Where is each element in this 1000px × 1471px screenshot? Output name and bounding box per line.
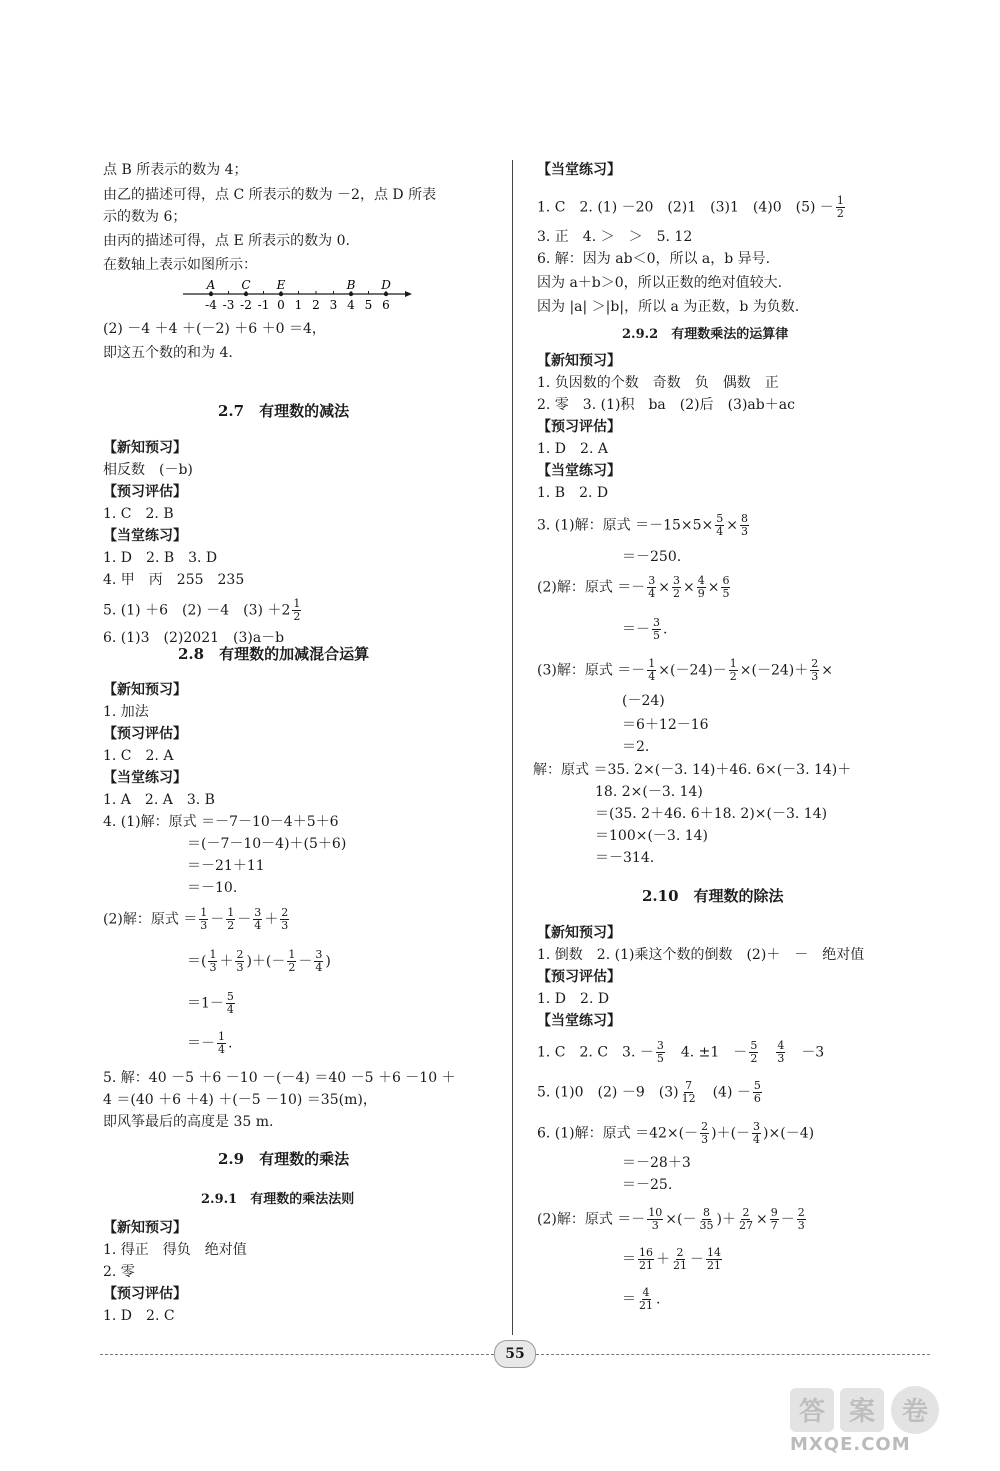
section-tag: 【当堂练习】	[537, 463, 621, 479]
axis-tick-label: 5	[364, 298, 373, 312]
fraction: $\frac{1}{2}$	[288, 948, 296, 974]
axis-tick-label: -1	[257, 298, 270, 312]
answer-line: 4. (1)解：原式 ＝－7－10－4＋5＋6	[103, 814, 339, 830]
answer-line: 1. 倒数 2. (1)乘这个数的倒数 (2)＋ － 绝对值	[537, 947, 865, 963]
answer-line: 1. A 2. A 3. B	[103, 792, 215, 808]
axis-point	[384, 292, 388, 296]
fraction: $\frac{2}{3}$	[797, 1206, 805, 1232]
section-tag: 【预习评估】	[103, 484, 187, 500]
fraction: $\frac{10}{3}$	[648, 1206, 663, 1232]
axis-tick-label: 6	[382, 298, 390, 312]
answer-line: ＝(－7－10－4)＋(5＋6)	[187, 836, 347, 852]
axis-numbers	[205, 298, 390, 312]
fraction: $\frac{4}{3}$	[777, 1039, 785, 1065]
watermark-text: MXQE.COM	[790, 1434, 911, 1455]
fraction: $\frac{2}{3}$	[281, 906, 289, 932]
section-tag: 【当堂练习】	[103, 528, 187, 544]
fraction: $\frac{8}{35}$	[699, 1206, 714, 1232]
answer-line: ＝6＋12－16	[622, 717, 709, 733]
answer-line: (－24)	[622, 693, 665, 709]
svg-text:卷: 卷	[901, 1397, 929, 1427]
fraction: $\frac{1}{2}$	[293, 597, 301, 623]
fraction: $\frac{4}{9}$	[697, 574, 705, 600]
axis-point-label: D	[381, 280, 391, 292]
answer-line: 1. C 2. A	[103, 748, 174, 764]
fraction: $\frac{5}{4}$	[226, 990, 234, 1016]
fraction: $\frac{2}{27}$	[738, 1206, 753, 1232]
answer-line: 4 ＝(40 ＋6 ＋4) ＋(－5 －10) ＝35(m)，	[103, 1092, 377, 1108]
answer-line: 因为 |a| ＞|b|，所以 a 为正数，b 为负数.	[537, 299, 800, 315]
answer-line: 1. D 2. A	[537, 441, 608, 457]
answer-line: 5. (1)0 (2) －9 (3) $\frac{7}{12}$ (4) － $\frac{5}{6}$	[537, 1079, 761, 1105]
answer-line: 18. 2×(－3. 14)	[595, 784, 703, 800]
section-title: 2.8 有理数的加减混合运算	[178, 645, 370, 663]
fraction: $\frac{1}{3}$	[209, 948, 217, 974]
fraction: $\frac{3}{2}$	[673, 574, 681, 600]
axis-point	[244, 292, 248, 296]
page-number: 55	[494, 1340, 536, 1368]
answer-line: 2. 零 3. (1)积 ba (2)后 (3)ab＋ac	[537, 397, 795, 413]
section-tag: 【新知预习】	[537, 353, 621, 369]
answer-line: 2. 零	[103, 1264, 135, 1280]
answer-line: ＝－28＋3	[622, 1155, 691, 1171]
axis-point	[279, 292, 283, 296]
answer-line: ＝1－ $\frac{5}{4}$	[187, 990, 234, 1016]
section-tag: 【预习评估】	[537, 419, 621, 435]
axis-tick-label: 4	[347, 298, 355, 312]
answer-line: 1. D 2. C	[103, 1308, 175, 1324]
fraction: $\frac{1}{4}$	[648, 657, 656, 683]
text-line: 即这五个数的和为 4.	[103, 345, 233, 361]
answer-line: ＝( $\frac{1}{3}$ ＋ $\frac{2}{3}$ )＋(－ $\frac{1}{2}$ － $\frac{3}{4}$ )	[187, 948, 331, 974]
fraction: $\frac{3}{5}$	[656, 1039, 664, 1065]
answer-line: 3. 正 4. ＞ ＞ 5. 12	[537, 229, 693, 245]
fraction: $\frac{3}{5}$	[653, 616, 660, 642]
answer-line: 解：原式 ＝35. 2×(－3. 14)＋46. 6×(－3. 14)＋	[533, 762, 852, 778]
section-tag: 【预习评估】	[103, 726, 187, 742]
fraction: $\frac{5}{6}$	[753, 1079, 761, 1105]
axis-point-label: C	[241, 280, 251, 292]
answer-line: ＝－314.	[595, 850, 655, 866]
fraction: $\frac{5}{4}$	[716, 512, 724, 538]
answer-line: 1. 负因数的个数 奇数 负 偶数 正	[537, 375, 779, 391]
answer-line: (3)解：原式 ＝－ $\frac{1}{4}$ ×(－24)－ $\frac{1}{2}$ ×(－24)＋ $\frac{2}{3}$ ×	[537, 657, 833, 683]
answer-line: (2)解：原式 ＝－ $\frac{3}{4}$ × $\frac{3}{2}$ × $\frac{4}{9}$ × $\frac{6}{5}$	[537, 574, 730, 600]
axis-tick-label: -3	[222, 298, 235, 312]
answer-line: 4. 甲 丙 255 235	[103, 572, 245, 588]
axis-tick-label: -2	[240, 298, 252, 312]
section-title: 2.10 有理数的除法	[642, 887, 784, 905]
fraction: $\frac{2}{3}$	[701, 1120, 709, 1146]
axis-tick-label: 3	[329, 298, 338, 312]
fraction: $\frac{3}{4}$	[315, 948, 323, 974]
answer-line: 5. 解：40 －5 ＋6 －10 －(－4) ＝40 －5 ＋6 －10 ＋	[103, 1070, 456, 1086]
answer-line	[103, 598, 303, 623]
svg-text:案: 案	[848, 1397, 876, 1427]
answer-line: 6. 解：因为 ab＜0，所以 a，b 异号.	[537, 251, 771, 267]
fraction: $\frac{2}{3}$	[811, 657, 819, 683]
section-title: 2.9 有理数的乘法	[218, 1150, 350, 1168]
answer-line: 相反数 (－b)	[103, 462, 193, 478]
answer-line: ＝2.	[622, 739, 650, 755]
section-subtitle: 2.9.2 有理数乘法的运算律	[622, 327, 789, 342]
axis-point	[209, 292, 213, 296]
fraction: $\frac{2}{21}$	[673, 1246, 687, 1272]
answer-line: ＝－250.	[622, 549, 682, 565]
answer-line: ＝ $\frac{4}{21}$ .	[622, 1286, 661, 1312]
fraction: $\frac{8}{3}$	[741, 512, 749, 538]
answer-line: 1. C 2. B	[103, 506, 174, 522]
section-subtitle: 2.9.1 有理数的乘法法则	[201, 1192, 355, 1207]
text-line: 点 B 所表示的数为 4；	[103, 162, 248, 178]
svg-text:答: 答	[798, 1397, 826, 1427]
answer-line: ＝100×(－3. 14)	[595, 828, 708, 844]
answer-line: (2)解：原式 ＝ $\frac{1}{3}$ － $\frac{1}{2}$ － $\frac{3}{4}$ ＋ $\frac{2}{3}$	[103, 906, 289, 932]
fraction: $\frac{16}{21}$	[639, 1246, 653, 1272]
section-tag: 【预习评估】	[103, 1286, 187, 1302]
section-title: 2.7 有理数的减法	[218, 402, 350, 420]
fraction: $\frac{2}{3}$	[236, 948, 244, 974]
fraction: $\frac{1}{2}$	[729, 657, 737, 683]
answer-line: ＝－10.	[187, 880, 238, 896]
answer-line: 1. D 2. D	[537, 991, 610, 1007]
answer-line: ＝(35. 2＋46. 6＋18. 2)×(－3. 14)	[595, 806, 828, 822]
axis-tick-label: 2	[312, 298, 320, 312]
fraction: $\frac{5}{2}$	[750, 1039, 758, 1065]
text-line: 由乙的描述可得，点 C 所表示的数为 －2，点 D 所表	[103, 187, 437, 203]
fraction: $\frac{1}{2}$	[227, 906, 235, 932]
answer-text: 5. (1) ＋6 (2) －4 (3) ＋2	[103, 602, 291, 619]
section-tag: 【当堂练习】	[537, 1013, 621, 1029]
column-divider	[512, 160, 513, 1335]
answer-line: (2)解：原式 ＝－ $\frac{10}{3}$ ×(－ $\frac{8}{35}$ )＋ $\frac{2}{27}$ × $\frac{9}{7}$ － $\frac{2}{3}$	[537, 1206, 805, 1232]
fraction: $\frac{7}{12}$	[681, 1079, 696, 1105]
answer-line: ＝－21＋11	[187, 858, 265, 874]
axis-point-label: B	[346, 280, 356, 292]
axis-tick-label: -4	[205, 298, 217, 312]
axis-tick-label: 0	[277, 298, 285, 312]
answer-line: 1. C 2. C 3. － $\frac{3}{5}$ 4. ±1 － $\frac{5}{2}$ $\frac{4}{3}$ －3	[537, 1039, 825, 1065]
fraction: $\frac{3}{4}$	[753, 1120, 761, 1146]
section-tag: 【当堂练习】	[537, 162, 621, 178]
number-line-figure	[183, 280, 413, 322]
answer-line: ＝ $\frac{16}{21}$ ＋ $\frac{2}{21}$ － $\frac{14}{21}$	[622, 1246, 721, 1272]
text-line: (2) －4 ＋4 ＋(－2) ＋6 ＋0 ＝4，	[103, 321, 326, 337]
answer-line: 6. (1)解：原式 ＝42×(－ $\frac{2}{3}$ )＋(－ $\frac{3}{4}$ )×(－4)	[537, 1120, 815, 1146]
section-tag: 【预习评估】	[537, 969, 621, 985]
fraction: $\frac{3}{4}$	[254, 906, 262, 932]
section-tag: 【新知预习】	[103, 1220, 187, 1236]
fraction: $\frac{4}{21}$	[639, 1286, 653, 1312]
fraction: $\frac{6}{5}$	[722, 574, 730, 600]
axis-point-label: E	[276, 280, 286, 292]
section-tag: 【新知预习】	[103, 440, 187, 456]
answer-line: 1. B 2. D	[537, 485, 609, 501]
arrow-icon	[405, 291, 412, 297]
fraction: $\frac{1}{2}$	[836, 194, 844, 220]
answer-line: 1. D 2. B 3. D	[103, 550, 218, 566]
section-tag: 【当堂练习】	[103, 770, 187, 786]
fraction: $\frac{14}{21}$	[707, 1246, 721, 1272]
answer-line: 1. 加法	[103, 704, 149, 720]
answer-line: 因为 a＋b＞0，所以正数的绝对值较大.	[537, 275, 783, 291]
fraction: $\frac{9}{7}$	[770, 1206, 778, 1232]
text-line: 示的数为 6；	[103, 209, 187, 225]
axis-point	[349, 292, 353, 296]
answer-line: 3. (1)解：原式 ＝－15×5× $\frac{5}{4}$ × $\frac{8}{3}$	[537, 512, 749, 538]
answer-line: 6. (1)3 (2)2021 (3)a－b	[103, 630, 285, 646]
axis-point-label: A	[206, 280, 216, 292]
section-tag: 【新知预习】	[103, 682, 187, 698]
answer-line: 1. 得正 得负 绝对值	[103, 1242, 247, 1258]
answer-line: ＝－ $\frac{1}{4}$ .	[187, 1030, 233, 1056]
axis-tick-label: 1	[294, 298, 303, 312]
section-tag: 【新知预习】	[537, 925, 621, 941]
answer-line: 1. C 2. (1) －20 (2)1 (3)1 (4)0 (5) － $\frac{1}{2}$	[537, 194, 844, 220]
answer-line: 即风筝最后的高度是 35 m.	[103, 1114, 274, 1130]
answer-line: ＝－25.	[622, 1177, 673, 1193]
answer-line: ＝－ $\frac{3}{5}$ .	[622, 616, 668, 642]
fraction: $\frac{1}{4}$	[218, 1030, 225, 1056]
fraction: $\frac{1}{3}$	[200, 906, 208, 932]
fraction: $\frac{3}{4}$	[648, 574, 656, 600]
text-line: 在数轴上表示如图所示：	[103, 257, 257, 273]
text-line: 由丙的描述可得，点 E 所表示的数为 0.	[103, 233, 350, 249]
